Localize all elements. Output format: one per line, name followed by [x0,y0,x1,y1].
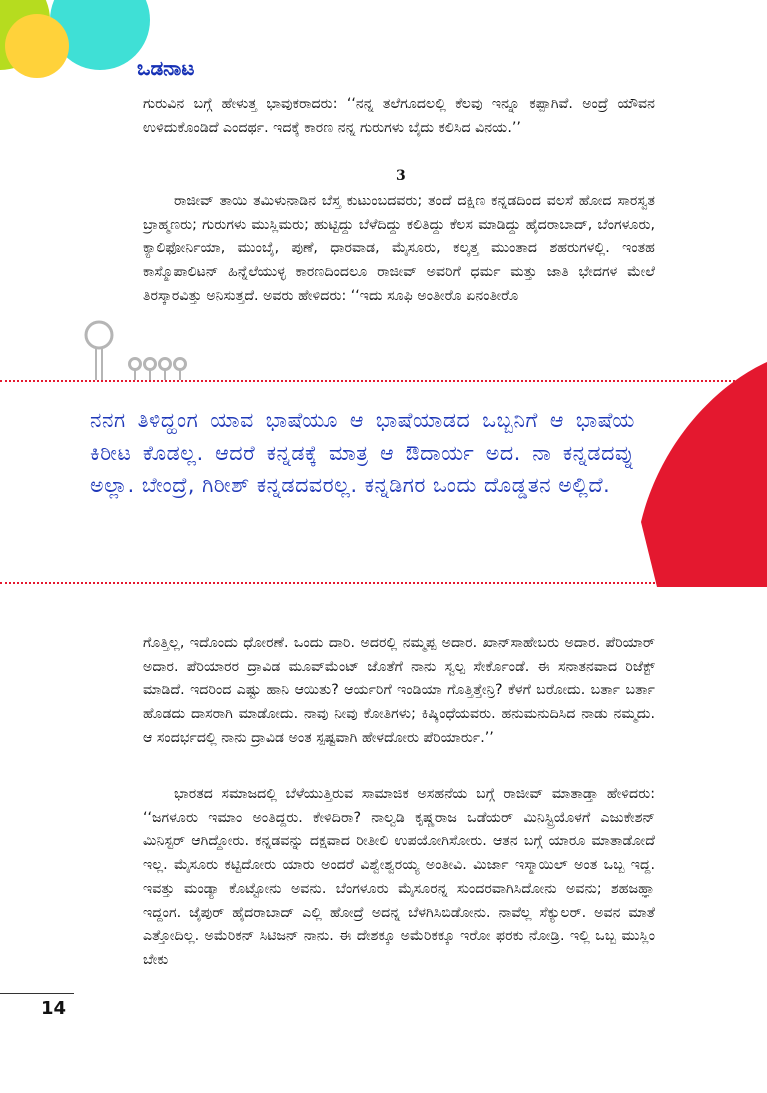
paragraph: ಗುರುವಿನ ಬಗ್ಗೆ ಹೇಳುತ್ತ ಭಾವುಕರಾದರು: ‘‘ನನ್ನ ತಲೆಗೂದಲಲ್ಲಿ ಕೆಲವು ಇನ್ನೂ ಕಪ್ಪಾಗಿವೆ. ಅಂದ್ರೆ ಯೌವನ ಉಳಿದುಕೊಂಡಿದೆ ಎಂದರ್ಥ. ಇದಕ್ಕೆ ಕಾರಣ ನನ್ನ ಗುರುಗಳು ಬೈದು ಕಲಿಸಿದ ವಿನಯ.’’ [143,96,655,136]
running-header-title: ಒಡನಾಟ [137,56,195,80]
paragraph: ರಾಜೀವ್ ತಾಯಿ ತಮಿಳುನಾಡಿನ ಬೆಸ್ತ ಕುಟುಂಬದವರು; ತಂದೆ ದಕ್ಷಿಣ ಕನ್ನಡದಿಂದ ವಲಸೆ ಹೋದ ಸಾರಸ್ವತ ಬ್ರಾಹ್ಮಣರು; ಗುರುಗಳು ಮುಸ್ಲಿಮರು; ಹುಟ್ಟಿದ್ದು ಬೆಳೆದಿದ್ದು ಕಲಿತಿದ್ದು ಕೆಲಸ ಮಾಡಿದ್ದು ಹೈದರಾಬಾದ್, ಬೆಂಗಳೂರು, ಕ್ಯಾಲಿಫೋರ್ನಿಯಾ, ಮುಂಬೈ, ಪುಣೆ, ಧಾರವಾಡ, ಮೈಸೂರು, ಕಲ್ಕತ್ತ ಮುಂತಾದ ಶಹರುಗಳಲ್ಲಿ. ಇಂತಹ ಕಾಸ್ಮೊಪಾಲಿಟನ್ ಹಿನ್ನೆಲೆಯುಳ್ಳ ಕಾರಣದಿಂದಲೂ ರಾಜೀವ್ ಅವರಿಗೆ ಧರ್ಮ ಮತ್ತು ಜಾತಿ ಭೇದಗಳ ಮೇಲೆ ತಿರಸ್ಕಾರವಿತ್ತು ಅನಿಸುತ್ತದೆ. ಅವರು ಹೇಳಿದರು: ‘‘ಇದು ಸೂಫಿ ಅಂತೀರೊ ಏನಂತೀರೊ [143,193,655,304]
paragraph: ಗೊತ್ತಿಲ್ಲ, ಇದೊಂದು ಧೋರಣೆ. ಒಂದು ದಾರಿ. ಅದರಲ್ಲಿ ನಮ್ಮಪ್ಪ ಅದಾರ. ಖಾನ್‌ಸಾಹೇಬರು ಅದಾರ. ಪೆರಿಯಾರ್ ಅದಾರ. ಪೆರಿಯಾರರ ದ್ರಾವಿಡ ಮೂವ್‌ಮೆಂಟ್ ಜೊತೆಗೆ ನಾನು ಸ್ವಲ್ಪ ಸೇರ್ಕೊಂಡೆ. ಈ ಸನಾತನವಾದ ರಿಜೆಕ್ಟ್ ಮಾಡಿದೆ. ಇದರಿಂದ ಎಷ್ಟು ಹಾನಿ ಆಯಿತು? ಆರ್ಯರಿಗೆ ಇಂಡಿಯಾ ಗೊತ್ತಿತ್ತೇನ್ರಿ? ಕೆಳಗೆ ಬರೋದು. ಬರ್ತಾ ಬರ್ತಾ ಹೊಡದು ದಾಸರಾಗಿ ಮಾಡೋದು. ನಾವು ನೀವು ಕೋತಿಗಳು; ಕಿಷ್ಕಿಂಧೆಯವರು. ಹನುಮನುದಿಸಿದ ನಾಡು ನಮ್ಮದು. ಆ ಸಂದರ್ಭದಲ್ಲಿ ನಾನು ದ್ರಾವಿಡ ಅಂತ ಸ್ಪಷ್ಟವಾಗಿ ಹೇಳದೋರು ಪೆರಿಯಾರ್ರು.’’ [143,635,655,746]
footer-rule [0,993,74,994]
page-number: 14 [41,998,67,1019]
bottom-dotted-divider [0,582,767,584]
decorative-rings-icon [82,318,192,382]
section-number: 3 [396,168,406,184]
pull-quote: ನನಗ ತಿಳಿದ್ಹಂಗ ಯಾವ ಭಾಷೆಯೂ ಆ ಭಾಷೆಯಾಡದ ಒಬ್ಬನಿಗೆ ಆ ಭಾಷೆಯ ಕಿರೀಟ ಕೊಡಲ್ಲ. ಆದರೆ ಕನ್ನಡಕ್ಕೆ ಮಾತ್ರ ಆ ಔದಾರ್ಯ ಅದ. ನಾ ಕನ್ನಡದವ್ನು ಅಲ್ಲಾ. ಬೇಂದ್ರೆ, ಗಿರೀಶ್ ಕನ್ನಡದವರಲ್ಲ. ಕನ್ನಡಿಗರ ಒಂದು ದೊಡ್ಡತನ ಅಲ್ಲಿದೆ. [90,408,635,497]
decorative-circle-yellow-icon [5,14,69,78]
paragraph: ಭಾರತದ ಸಮಾಜದಲ್ಲಿ ಬೆಳೆಯುತ್ತಿರುವ ಸಾಮಾಜಿಕ ಅಸಹನೆಯ ಬಗ್ಗೆ ರಾಜೀವ್ ಮಾತಾಡ್ತಾ ಹೇಳಿದರು: ‘‘ಜಗಳೂರು ಇಮಾಂ ಅಂತಿದ್ದರು. ಕೇಳಿದಿರಾ? ನಾಲ್ವಡಿ ಕೃಷ್ಣರಾಜ ಒಡೆಯರ್ ಮಿನಿಸ್ಟ್ರಿಯೊಳಗೆ ಎಜುಕೇಶನ್ ಮಿನಿಸ್ಟರ್ ಆಗಿದ್ದೋರು. ಕನ್ನಡವನ್ನು ದಕ್ಷವಾದ ರೀತೀಲಿ ಉಪಯೋಗಿಸೋರು. ಆತನ ಬಗ್ಗೆ ಯಾರೂ ಮಾತಾಡೋದೆ ಇಲ್ಲ. ಮೈಸೂರು ಕಟ್ಟಿದೋರು ಯಾರು ಅಂದರೆ ವಿಶ್ವೇಶ್ವರಯ್ಯ ಅಂತೀವಿ. ಮಿರ್ಜಾ ಇಸ್ಮಾಯಿಲ್ ಅಂತ ಒಬ್ಬ ಇದ್ದ. ಇವತ್ತು ಮಂಡ್ಯಾ ಕೊಟ್ಟೋನು ಅವನು. ಬೆಂಗಳೂರು ಮೈಸೂರನ್ನ ಸುಂದರವಾಗಿಸಿದೋನು ಅವನು; ಶಹಜಹ್ಞಾ ಇದ್ದಂಗ. ಜೈಪುರ್ ಹೈದರಾಬಾದ್ ಎಲ್ಲಿ ಹೋದ್ರೆ ಅದನ್ನ ಬೆಳಗಿಸಿಬಿಡೋನು. ನಾವೆಲ್ಲ ಸೆಕ್ಯುಲರ್. ಅವನ ಮಾತೆ ಎತ್ತೋದಿಲ್ಲ. ಅಮೆರಿಕನ್ ಸಿಟಿಜನ್ ನಾನು. ಈ ದೇಶಕ್ಕೂ ಅಮೆರಿಕಕ್ಕೂ ಇರೋ ಫರಕು ನೋಡ್ರಿ. ಇಲ್ಲಿ ಒಬ್ಬ ಮುಸ್ಲಿಂ ಬೇಕು [143,786,655,968]
red-opening-quote-icon [637,362,767,587]
